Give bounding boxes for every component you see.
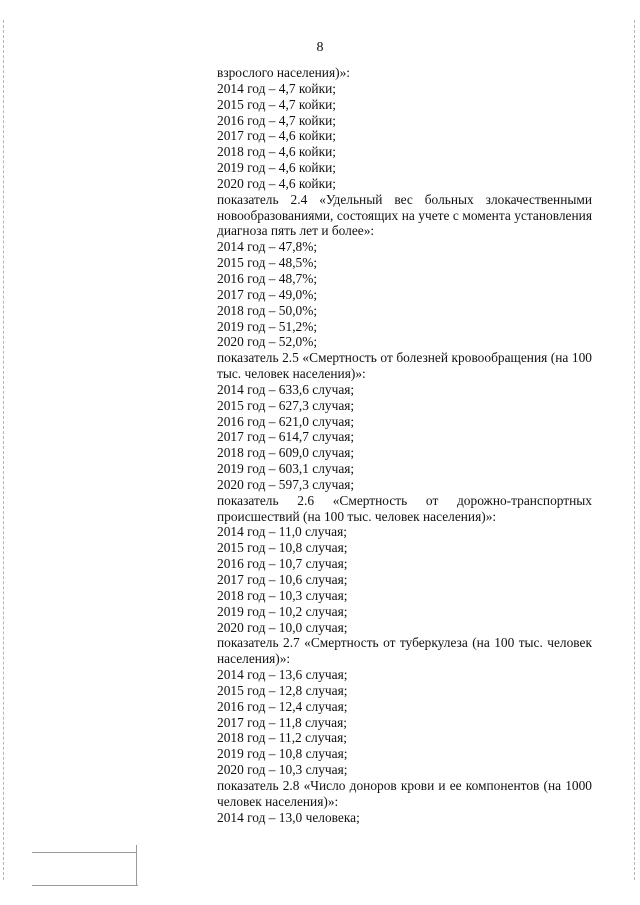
text-line: 2019 год – 4,6 койки; [217, 160, 336, 176]
text-line: 2017 год – 4,6 койки; [217, 128, 336, 144]
indicator-paragraph: показатель 2.4 «Удельный вес больных злокачественными новообразованиями, состоящих на учете с момента установления диагноза пять лет и более»: [217, 191, 592, 239]
text-line: 2014 год – 47,8%; [217, 239, 318, 255]
text-line: 2018 год – 11,2 случая; [217, 730, 347, 746]
text-line: 2017 год – 614,7 случая; [217, 429, 355, 445]
text-line: 2014 год – 633,6 случая; [217, 381, 355, 397]
text-line: 2017 год – 49,0%; [217, 286, 318, 302]
text-line: 2015 год – 627,3 случая; [217, 397, 355, 413]
scan-edge-left [3, 20, 4, 880]
text-line: 2014 год – 11,0 случая; [217, 524, 347, 540]
text-line: 2015 год – 4,7 койки; [217, 96, 336, 112]
text-line: 2020 год – 597,3 случая; [217, 476, 355, 492]
text-line: 2014 год – 13,0 человека; [217, 809, 360, 825]
indicator-paragraph: показатель 2.8 «Число доноров крови и ее компонентов (на 1000 человек населения)»: [217, 777, 592, 809]
scan-artifact-line [136, 845, 137, 885]
indicator-paragraph: показатель 2.7 «Смертность от туберкулеза (на 100 тыс. человек населения)»: [217, 635, 592, 667]
text-line: 2016 год – 48,7%; [217, 270, 318, 286]
scan-artifact-line [32, 885, 138, 886]
text-line: взрослого населения)»: [217, 65, 351, 80]
text-line: 2016 год – 621,0 случая; [217, 413, 355, 429]
text-line: 2020 год – 10,0 случая; [217, 619, 348, 635]
text-line: 2019 год – 603,1 случая; [217, 461, 355, 477]
page-number: 8 [316, 40, 324, 55]
text-line: 2018 год – 50,0%; [217, 302, 318, 318]
scan-artifact-line [32, 852, 136, 853]
text-line: 2015 год – 12,8 случая; [217, 682, 348, 698]
text-line: 2018 год – 4,6 койки; [217, 144, 336, 160]
text-line: 2018 год – 609,0 случая; [217, 445, 355, 461]
indicator-paragraph: показатель 2.6 «Смертность от дорожно-транспортных происшествий (на 100 тыс. человек населения)»: [217, 492, 592, 524]
text-line: 2016 год – 4,7 койки; [217, 112, 336, 128]
text-line: 2020 год – 10,3 случая; [217, 762, 348, 778]
text-line: 2014 год – 13,6 случая; [217, 667, 348, 683]
text-line: 2019 год – 10,2 случая; [217, 603, 348, 619]
text-line: 2015 год – 48,5%; [217, 255, 318, 271]
text-line: 2020 год – 4,6 койки; [217, 175, 336, 191]
text-line: 2019 год – 51,2%; [217, 318, 318, 334]
text-line: 2017 год – 11,8 случая; [217, 714, 347, 730]
document-body [217, 65, 592, 826]
text-line: 2018 год – 10,3 случая; [217, 587, 348, 603]
scan-edge-right [634, 20, 635, 880]
text-line: 2016 год – 12,4 случая; [217, 698, 348, 714]
text-line: 2019 год – 10,8 случая; [217, 746, 348, 762]
indicator-paragraph: показатель 2.5 «Смертность от болезней кровообращения (на 100 тыс. человек населения)»: [217, 350, 592, 382]
text-line: 2017 год – 10,6 случая; [217, 572, 348, 587]
text-line: 2015 год – 10,8 случая; [217, 540, 348, 556]
text-line: 2014 год – 4,7 койки; [217, 80, 336, 96]
text-line: 2016 год – 10,7 случая; [217, 556, 348, 572]
text-line: 2020 год – 52,0%; [217, 334, 318, 350]
